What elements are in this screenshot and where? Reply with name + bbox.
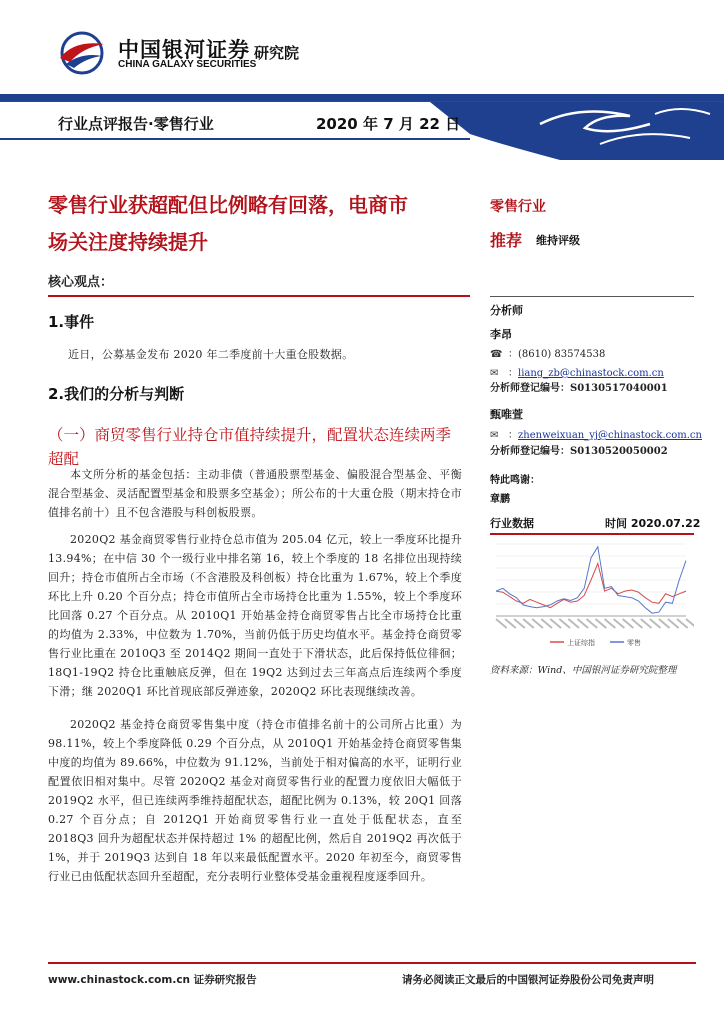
data-rule [490, 533, 694, 535]
report-type: 行业点评报告·零售行业 [58, 115, 214, 133]
chart-series-line-1 [496, 563, 686, 607]
company-name-cn: 中国银河证券 [118, 38, 250, 62]
industry-chart [490, 538, 694, 650]
institute-label: 研究院 [254, 44, 300, 62]
industry-data-heading: 行业数据 [490, 517, 534, 530]
analyst1-phone [490, 345, 605, 360]
analyst1-name: 李昂 [490, 328, 512, 341]
title-line-2: 场关注度持续提升 [48, 230, 208, 254]
analyst1-email[interactable]: liang_zb@chinastock.com.cn [518, 368, 664, 379]
chart-source: 资料来源：Wind、中国银河证券研究院整理 [490, 665, 677, 676]
rating-note: 维持评级 [536, 234, 580, 247]
thanks-name: 章鹏 [490, 494, 510, 505]
logo [52, 30, 112, 76]
chart-legend-label: 零售 [627, 639, 641, 647]
thanks-heading: 特此鸣谢： [490, 475, 540, 486]
core-rule [48, 295, 470, 297]
mail-icon: ✉ [490, 430, 499, 441]
phone-icon: ☎ [490, 349, 503, 360]
analyst1-email-row: ✉ ：liang_zb@chinastock.com.cn [490, 368, 664, 379]
paragraph-3: 2020Q2 基金持仓商贸零售集中度（持仓市值排名前十的公司所占比重）为 98.11%，较上个季度降低 0.29 个百分点，从 2010Q1 开始基金持仓商贸零售集中度的均值为 89.66%，中位数为 91.12%，当前处于相对偏高的水平，证明行业配置依旧相对集中。尽管 2020Q2 基金对商贸零售行业的配置力度依旧大幅低于 2019Q2 水平，但已连续两季维持超配状态，超配比例为 0.13%，较 20Q1 回落 0.27 个百分点；自 2012Q1 开始商贸零售行业一直处于低配状态，直至 2018Q3 回升为超配状态并保持超过 1% 的超配比例，然后自 2019Q2 再次低于 1%，并于 2019Q3 达到自 18 年以来最低配置水平。2020 年初至今，商贸零售行业已由低配状态回升至超配，充分表明行业整体受基金重视程度逐季回升。 [48, 718, 462, 883]
mail-icon: ✉ [490, 368, 499, 379]
paragraph-1: 本文所分析的基金包括：主动非债（普通股票型基金、偏股混合型基金、平衡混合型基金、灵活配置型基金和股票多空基金）；所公布的十大重仓股（期末持仓市值排名前十）且不包含港股与科创板股票。 [48, 468, 462, 519]
analyst1-reg: 分析师登记编号：S0130517040001 [490, 383, 668, 394]
footer-rule [48, 962, 696, 964]
paragraph-2: 2020Q2 基金商贸零售行业持仓总市值为 205.04 亿元，较上一季度环比提升 13.94%；在中信 30 个一级行业中排名第 16，较上个季度的 18 名排位出现持续回升；持仓市值所占全市场（不含港股及科创板）持仓比重为 1.67%，较上个季度环比上升 0.20 个百分点；持仓市值所占全市场持仓比重为 1.55%，较上个季度环比回落 0.27 个百分点。从 2010Q1 开始基金持仓商贸零售占比全市场持仓比重的均值为 2.33%，中位数为 1.70%，当前仍低于历史均值水平。基金持仓商贸零售行业比重在 2010Q3 至 2014Q2 期间一直处于下滑状态，此后保持低位徘徊；18Q1-19Q2 持仓比重触底反弹，但在 19Q2 达到过去三年高点后连续两个季度下滑；继 2020Q1 环比首现底部反弹迹象，2020Q2 环比表现继续改善。 [48, 533, 462, 698]
page-title [48, 187, 478, 261]
analyst-heading: 分析师 [490, 304, 523, 317]
title-line-1: 零售行业获超配但比例略有回落，电商市 [48, 193, 408, 217]
rating-badge: 推荐 [490, 231, 523, 250]
analyst2-reg: 分析师登记编号：S0130520050002 [490, 446, 668, 457]
section-1-heading: 1.事件 [48, 313, 95, 331]
footer-left[interactable]: www.chinastock.com.cn 证券研究报告 [48, 974, 257, 986]
phone-text: ：(8610) 83574538 [508, 349, 606, 360]
sidebar-industry: 零售行业 [490, 199, 546, 215]
company-name-en: CHINA GALAXY SECURITIES [118, 59, 257, 70]
footer-right: 请务必阅读正文最后的中国银河证券股份公司免责声明 [402, 974, 654, 986]
sidebar-divider [490, 296, 694, 297]
section-2-subheading: （一）商贸零售行业持仓市值持续提升，配置状态连续两季超配 [48, 426, 452, 468]
analyst2-email[interactable]: zhenweixuan_yj@chinastock.com.cn [518, 430, 702, 441]
section-1-para: 近日，公募基金发布 2020 年二季度前十大重仓股数据。 [68, 348, 354, 361]
section-2-heading: 2.我们的分析与判断 [48, 385, 185, 403]
galaxy-logo-icon [52, 30, 112, 76]
chart-legend-label: 上证综指 [567, 639, 595, 647]
analyst2-name: 甄唯萱 [490, 408, 523, 421]
header-banner [0, 94, 724, 160]
analyst2-email-row: ✉ ：zhenweixuan_yj@chinastock.com.cn [490, 430, 702, 441]
core-heading: 核心观点： [48, 275, 114, 290]
industry-data-time: 时间 2020.07.22 [605, 517, 701, 530]
report-date: 2020 年 7 月 22 日 [316, 115, 461, 133]
